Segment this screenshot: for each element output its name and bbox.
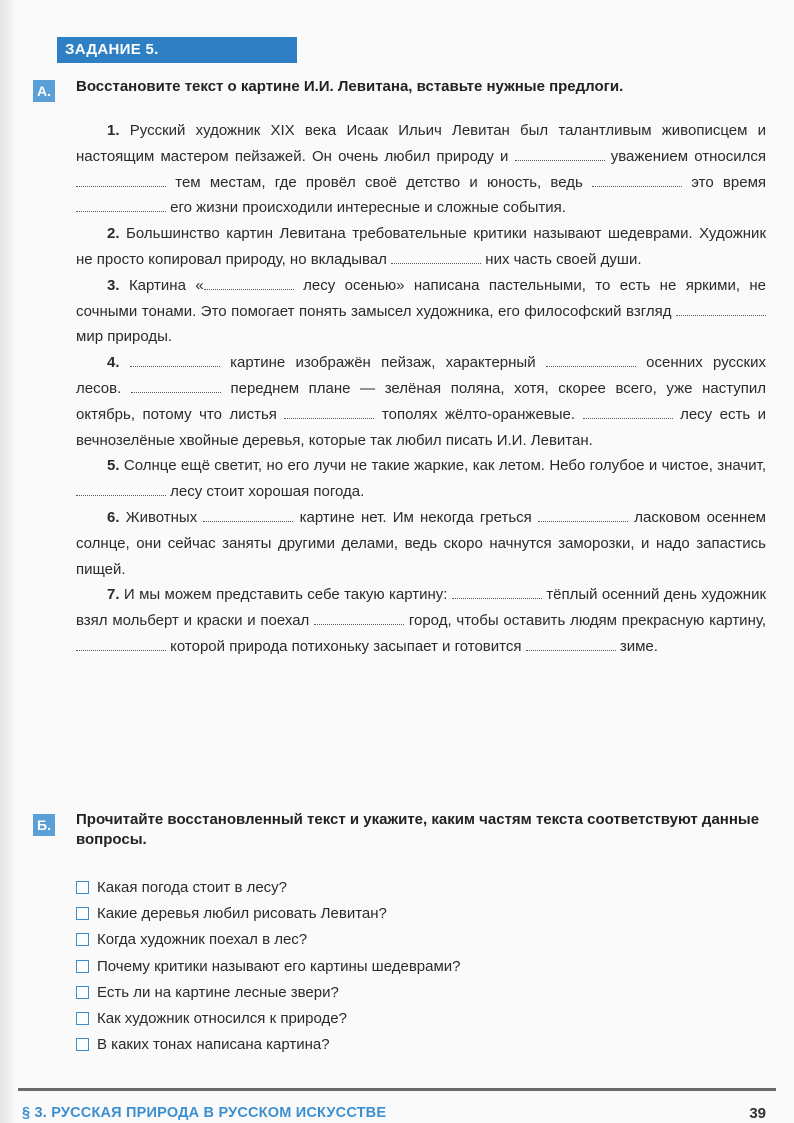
blank-field[interactable]	[391, 251, 481, 264]
paragraph-1	[76, 118, 766, 221]
part-a-instruction: Восстановите текст о картине И.И. Левитана, вставьте нужные предлоги.	[76, 78, 624, 95]
question-text: Когда художник поехал в лес?	[97, 931, 308, 949]
paragraph-3	[76, 273, 766, 350]
blank-field[interactable]	[131, 380, 221, 393]
text-segment: тем местам, где провёл своё детство и юность, ведь	[175, 173, 583, 191]
blank-field[interactable]	[526, 638, 616, 651]
question-text: В каких тонах написана картина?	[97, 1036, 330, 1054]
paragraph-number: 3.	[107, 276, 120, 294]
question-item	[76, 1005, 766, 1031]
blank-field[interactable]	[546, 354, 636, 367]
page-number: 39	[749, 1105, 766, 1122]
paragraph-2	[76, 221, 766, 273]
question-text: Как художник относился к природе?	[97, 1010, 347, 1028]
part-a-badge: А.	[33, 80, 55, 102]
question-item	[76, 927, 766, 953]
text-segment: зиме.	[619, 637, 658, 655]
paragraph-4	[76, 350, 766, 453]
text-segment: уважением относился	[610, 147, 766, 165]
question-item	[76, 900, 766, 926]
text-segment: его жизни происходили интересные и сложные события.	[170, 199, 566, 217]
text-segment: переднем плане — зелёная поляна, хотя, скорее всего, уже наступил октябрь, потому что листья	[76, 379, 766, 423]
blank-field[interactable]	[676, 303, 766, 316]
checkbox[interactable]	[76, 986, 89, 999]
text-segment: картине изображён пейзаж, характерный	[230, 354, 536, 372]
text-segment: Русский художник XIX века Исаак Ильич Левитан был талантливым живописцем и настоящим мастером пейзажей. Он очень любил природу и	[76, 122, 766, 165]
blank-field[interactable]	[284, 406, 374, 419]
text-segment: мир природы.	[76, 328, 173, 346]
part-b-instruction: Прочитайте восстановленный текст и укажите, каким частям текста соответствуют данные вопросы.	[76, 811, 760, 848]
blank-field[interactable]	[204, 277, 294, 290]
footer-section-title: § 3. РУССКАЯ ПРИРОДА В РУССКОМ ИСКУССТВЕ	[22, 1105, 387, 1121]
blank-field[interactable]	[515, 148, 605, 161]
checkbox[interactable]	[76, 881, 89, 894]
text-segment: тёплый осенний день художник взял мольберт и краски и поехал	[76, 586, 767, 630]
paragraph-5	[76, 453, 766, 505]
text-segment: это время	[691, 173, 766, 191]
paragraph-number: 6.	[107, 508, 120, 526]
blank-field[interactable]	[592, 174, 682, 187]
question-text: Есть ли на картине лесные звери?	[97, 983, 339, 1001]
text-segment: лесу осенью» написана пастельными, то есть не яркими, не сочными тонами. Это помогает понять замысел художника, его философский взгляд	[76, 276, 767, 320]
question-item	[76, 874, 766, 900]
text-segment: Картина «	[128, 276, 204, 294]
question-item	[76, 979, 766, 1005]
blank-field[interactable]	[130, 354, 220, 367]
text-segment: них часть своей души.	[485, 250, 642, 268]
paragraph-number: 4.	[107, 354, 120, 372]
blank-field[interactable]	[583, 406, 673, 419]
question-item	[76, 1032, 766, 1058]
question-list	[76, 874, 766, 1058]
paragraph-6	[76, 505, 766, 582]
text-segment: которой природа потихоньку засыпает и готовится	[170, 637, 522, 655]
task-header: ЗАДАНИЕ 5.	[57, 37, 297, 63]
checkbox[interactable]	[76, 960, 89, 973]
footer-divider	[18, 1088, 776, 1091]
text-segment: Животных	[125, 508, 198, 526]
text-segment: картине нет. Им некогда греться	[299, 508, 532, 526]
text-segment: город, чтобы оставить людям прекрасную картину,	[408, 612, 767, 630]
blank-field[interactable]	[203, 509, 293, 522]
text-segment: тополях жёлто-оранжевые.	[381, 405, 576, 423]
question-text: Какие деревья любил рисовать Левитан?	[97, 904, 387, 922]
blank-field[interactable]	[76, 199, 166, 212]
paragraph-7	[76, 582, 766, 659]
question-item	[76, 953, 766, 979]
text-segment: лесу есть и вечнозелёные хвойные деревья, которые так любил писать И.И. Левитан.	[76, 405, 767, 449]
text-segment: Солнце ещё светит, но его лучи не такие жаркие, как летом. Небо голубое и чистое, значит,	[123, 457, 766, 475]
text-segment: Большинство картин Левитана требовательные критики называют шедеврами. Художник не просто копировал природу, но вкладывал	[76, 225, 767, 268]
text-segment: ласковом осеннем солнце, они сейчас заняты другими делами, ведь скоро начнутся заморозки, и надо запастись пищей.	[76, 508, 766, 578]
paragraph-number: 2.	[107, 225, 120, 243]
question-text: Какая погода стоит в лесу?	[97, 878, 288, 896]
blank-field[interactable]	[76, 174, 166, 187]
paragraph-number: 7.	[107, 586, 120, 604]
question-text: Почему критики называют его картины шедеврами?	[97, 957, 461, 975]
exercise-text	[76, 118, 766, 660]
checkbox[interactable]	[76, 933, 89, 946]
paragraph-number: 1.	[107, 122, 120, 139]
paragraph-number: 5.	[107, 457, 120, 475]
checkbox[interactable]	[76, 1012, 89, 1025]
blank-field[interactable]	[76, 483, 166, 496]
page-edge-shadow	[0, 0, 14, 1123]
blank-field[interactable]	[314, 612, 404, 625]
text-segment: И мы можем представить себе такую картину:	[123, 586, 448, 604]
blank-field[interactable]	[452, 586, 542, 599]
part-b-badge: Б.	[33, 814, 55, 836]
blank-field[interactable]	[76, 638, 166, 651]
text-segment: лесу стоит хорошая погода.	[170, 483, 365, 501]
text-segment: осенних русских лесов.	[76, 354, 766, 397]
blank-field[interactable]	[538, 509, 628, 522]
checkbox[interactable]	[76, 1038, 89, 1051]
checkbox[interactable]	[76, 907, 89, 920]
